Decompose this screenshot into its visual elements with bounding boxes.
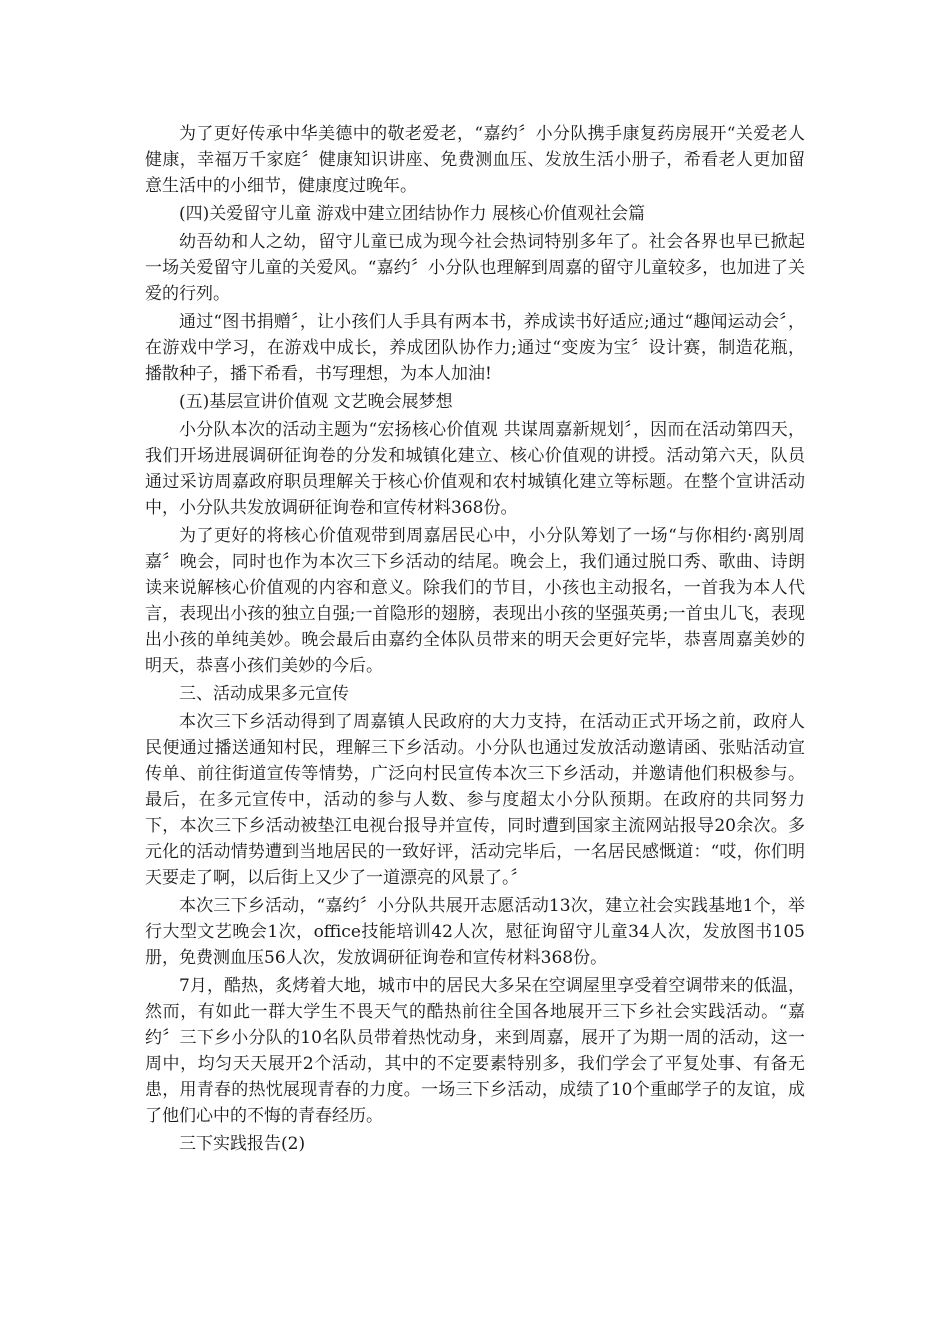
- heading-report-two: 三下实践报告(2): [179, 1134, 306, 1154]
- paragraph-values-lecture: 小分队本次的活动主题为“宏扬核心价值观 共谋周嘉新规划〞，因而在活动第四天，我们开场进展调研征询卷的分发和城镇化建立、核心价值观的讲授。活动第六天，队员通过采访周嘉政府职员理解关于核心价值观和农村城镇化建立等标题。在整个宣讲活动中，小分队共发放调研征询卷和宣传材料368份。: [145, 420, 805, 518]
- paragraph-book-donation: 通过“图书捐赠〞，让小孩们人手具有两本书，养成读书好适应;通过“趣闻运动会〞，在游戏中学习，在游戏中成长，养成团队协作力;通过“变废为宝〞设计赛，制造花瓶，播散种子，播下希看，书写理想，为本人加油!: [145, 312, 805, 384]
- paragraph-summary: 7月，酷热，炙烤着大地，城市中的居民大多呆在空调屋里享受着空调带来的低温，然而，有如此一群大学生不畏天气的酷热前往全国各地展开三下乡社会实践活动。“嘉约〞三下乡小分队的10名队员带着热忱动身，来到周嘉，展开了为期一周的活动，这一周中，均匀天天展开2个活动，其中的不定要素特别多，我们学会了平复处事、有备无患，用青春的热忱展现青春的力度。一场三下乡活动，成绩了10个重邮学子的友谊，成了他们心中的不悔的青春经历。: [145, 976, 805, 1126]
- paragraph-evening-gala: 为了更好的将核心价值观带到周嘉居民心中，小分队筹划了一场“与你相约·离别周嘉〞晚会，同时也作为本次三下乡活动的结尾。晚会上，我们通过脱口秀、歌曲、诗朗读来说解核心价值观的内容和意义。除我们的节目，小孩也主动报名，一首我为本人代言，表现出小孩的独立自强;一首隐形的翅膀，表现出小孩的坚强英勇;一首虫儿飞，表现出小孩的单纯美妙。晚会最后由嘉约全体队员带来的明天会更好完毕，恭喜周嘉美妙的明天，恭喜小孩们美妙的今后。: [145, 526, 805, 676]
- heading-section-five: (五)基层宣讲价值观 文艺晚会展梦想: [179, 392, 453, 412]
- document-page: [145, 121, 805, 1159]
- paragraph-left-behind-children: 幼吾幼和人之幼，留守儿童已成为现今社会热词特别多年了。社会各界也早已掀起一场关爱留守儿童的关爱风。“嘉约〞小分队也理解到周嘉的留守儿童较多，也加进了关爱的行列。: [145, 232, 805, 304]
- paragraph-elderly-care: 为了更好传承中华美德中的敬老爱老，“嘉约〞小分队携手康复药房展开“关爱老人健康，幸福万千家庭〞健康知识讲座、免费测血压、发放生活小册子，希看老人更加留意生活中的小细节，健康度过晚年。: [145, 124, 805, 196]
- paragraph-publicity: 本次三下乡活动得到了周嘉镇人民政府的大力支持，在活动正式开场之前，政府人民便通过播送通知村民，理解三下乡活动。小分队也通过发放活动邀请函、张贴活动宣传单、前往街道宣传等情势，广泛向村民宣传本次三下乡活动，并邀请他们积极参与。最后，在多元宣传中，活动的参与人数、参与度超太小分队预期。在政府的共同努力下，本次三下乡活动被垫江电视台报导并宣传，同时遭到国家主流网站报导20余次。多元化的活动情势遭到当地居民的一致好评，活动完毕后，一名居民感慨道：“哎，你们明天要走了啊，以后街上又少了一道漂亮的风景了。〞: [145, 712, 805, 888]
- paragraph-statistics: 本次三下乡活动，“嘉约〞小分队共展开志愿活动13次，建立社会实践基地1个，举行大型文艺晚会1次，office技能培训42人次，慰征询留守儿童34人次，发放图书105册，免费测血压56人次，发放调研征询卷和宣传材料368份。: [145, 896, 805, 968]
- heading-section-three: 三、活动成果多元宣传: [179, 684, 349, 704]
- heading-section-four: (四)关爱留守儿童 游戏中建立团结协作力 展核心价值观社会篇: [179, 204, 646, 224]
